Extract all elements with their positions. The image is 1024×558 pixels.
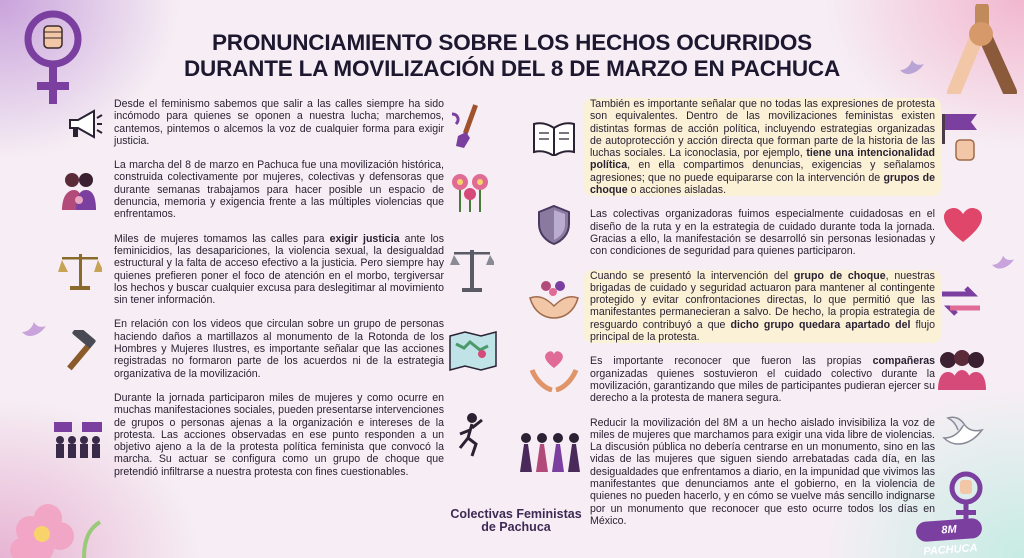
title-line-2: DURANTE LA MOVILIZACIÓN DEL 8 DE MARZO EN PACHUCA [183,56,841,81]
text-run: o acciones aisladas. [627,184,727,197]
flowers-icon [444,166,496,214]
heart-icon [942,206,984,244]
arrows-icon [938,284,984,318]
paragraph: Reducir la movilización del 8M a un hecho aislado invisibiliza la voz de miles de mujeres que marchamos para exigir una vida libre de violencias. La discusión pública no debería centrarse en un monumento, sino en las vidas de las mujeres que siguen siendo arrebatadas cada día, en las desigualdades que enfrentamos a diario, en la impunidad que vivimos las manifestantes que denunciamos ante el gobierno, en la violencia de quienes no pueden hacerlo, y en cómo se vuelve más sencillo indignarse por un monumento que reconocer que esto ocurre todos los días en México. [590,416,935,527]
shield-icon [536,204,572,246]
bold-run: exigir justicia [329,232,400,245]
paragraph: En relación con los videos que circulan sobre un grupo de personas haciendo daños a martillazos al monumento de la Rotonda de los Hombres y Mujeres Ilustres, es importante señalar que las acciones registradas no formaron parte de los acuerdos ni de la estrategia organizativa de la movilización. [114,318,444,380]
highlighted-paragraph [584,98,941,196]
right-column [590,98,935,539]
dove-small-icon [20,318,50,342]
text-run: ante los feminicidios, las desapariciones, la violencia sexual, la desigualdad estructural y la falta de acceso efectivo a la justicia. Pero siempre hay quienes prefieren poner el foco de atención en el morbo, tergiversar los hechos y buscar cualquier excusa para deslegitimar al movimiento sin tener información. [114,232,444,307]
highlighted-paragraph [584,270,941,344]
bold-run: dicho grupo quedara apartado del [730,318,911,331]
paragraph: Desde el feminismo sabemos que salir a las calles siempre ha sido incómodo para quienes se oponen a nuestra lucha; marchemos, cantemos, pintemos o alcemos la voz de cualquier forma para exigir justicia. [114,98,444,147]
paragraph [114,233,444,307]
paragraph: La marcha del 8 de marzo en Pachuca fue una movilización histórica, construida colectivamente por mujeres, colectivas y defensoras que durante semanas trabajamos para hacer posible un espacio de denuncia, memoria y exigencia frente a las múltiples violencias que enfrentamos. [114,159,444,221]
logo-line-2: de Pachuca [481,520,551,534]
paragraph: Durante la jornada participaron miles de mujeres y como ocurre en muchas manifestaciones sociales, pueden presentarse intervenciones de grupos o personas ajenas a la organización e intereses de la protesta. Las acciones observadas en ese punto responden a un objetivo ajeno a la de la protesta política feminista que convocó la marcha. Su actuar se configura como un grupo de choque que pretendió infiltrarse a nuestra protesta con fines cuestionables. [114,391,444,478]
scale-icon [58,248,102,292]
dove-small-icon [898,56,928,80]
dove-icon [940,414,984,454]
bold-run: grupos de choque [590,171,935,197]
venus-fist-icon [22,8,84,108]
running-person-icon [454,412,494,458]
map-icon [448,330,498,372]
text-run: Cuando se presentó la intervención del [590,269,794,282]
bold-run: grupo de choque [793,269,886,282]
women-portraits-icon [936,346,988,390]
text-run: organizadas quienes sostuvieron el cuidado colectivo durante la movilización, garantizando que miles de participantes pudieran ejercer su derecho a la protesta de manera segura. [590,367,935,405]
justice-statue-icon [450,244,494,294]
flag-fist-icon [934,110,990,170]
book-icon [532,120,576,156]
women-embrace-icon [58,168,100,212]
text-run: Miles de mujeres tomamos las calles para [114,232,330,245]
event-badge: 8M PACHUCA [915,518,982,543]
hammer-icon [60,330,100,374]
caring-hands-icon [528,272,580,320]
women-group-icon [518,432,582,474]
protesters-icon [50,420,108,460]
megaphone-icon [64,104,104,144]
page-title [150,30,874,82]
flower-decoration-icon [0,470,110,558]
left-column [114,98,444,490]
logo-line-1: Colectivas Feministas [450,507,582,521]
heart-hands-icon [528,346,580,392]
paragraph: Las colectivas organizadoras fuimos especialmente cuidadosas en el diseño de la ruta y en la estrategia de cuidado durante toda la jornada. Gracias a ello, la manifestación se desarrolló sin personas lesionadas y con condiciones de seguridad para quienes participaron. [590,208,935,258]
bold-run: tiene una intencionalidad política [590,147,935,172]
text-run: flujo principal de la protesta. [590,318,935,344]
text-run: También es importante señalar que no todas las expresiones de protesta son equivalentes. Dentro de las movilizaciones feministas existen distintas formas de acción política, incluyendo estrategias organizadas de autoprotección y acción directa que forman parte de la historia de las luchas sociales. La iconoclasia, por ejemplo, [590,98,935,160]
venus-icon [944,470,988,524]
text-run: Es importante reconocer que fueron las propias [590,355,873,368]
dove-small-icon [990,252,1018,274]
paintbrush-icon [448,102,492,152]
joined-hands-icon [944,4,1020,94]
text-run: , en ella compartimos denuncias, exigencias y señalamos agresiones; que no puede equipararse con la intervención de [590,159,935,184]
paragraph [590,355,935,404]
organization-logo [446,508,586,534]
title-line-1: PRONUNCIAMIENTO SOBRE LOS HECHOS OCURRIDOS [212,30,812,55]
bold-run: compañeras [872,355,935,368]
text-run: , nuestras brigadas de cuidado y seguridad actuaron para mantener al contingente protegido y evitar confrontaciones directas, lo que permitió que las manifestantes permanecieran a salvo. De hecho, la propia estrategia de resguardo contribuyó a que [590,269,935,331]
